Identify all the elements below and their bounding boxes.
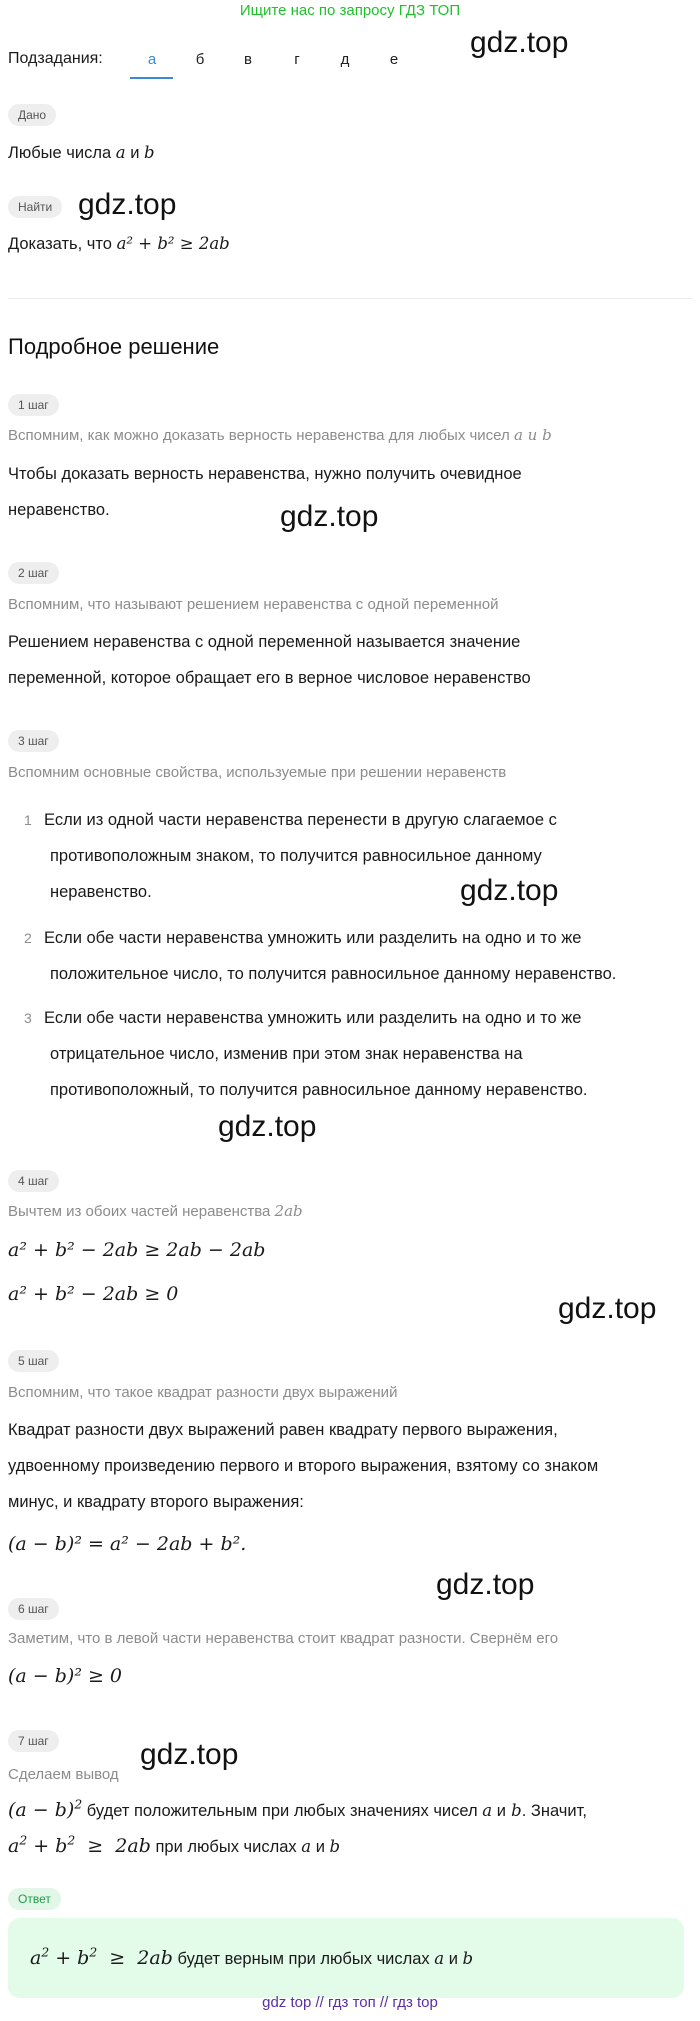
step-2-chip: 2 шаг bbox=[8, 562, 59, 584]
var-a: a bbox=[482, 1801, 493, 1820]
watermark: gdz.top bbox=[218, 1110, 317, 1143]
step-5-line-2: удвоенному произведению первого и второго выражения, взятому со знаком bbox=[8, 1457, 599, 1475]
step-7-line-2-text: при любых числах bbox=[155, 1838, 297, 1856]
find-text bbox=[8, 226, 230, 262]
list-number: 2 bbox=[24, 930, 32, 946]
tab-d[interactable]: д bbox=[340, 51, 350, 68]
step-5-line-1: Квадрат разности двух выражений равен квадрату первого выражения, bbox=[8, 1421, 558, 1439]
active-tab-underline bbox=[130, 77, 173, 79]
step-2-line-2: переменной, которое обращает его в верное числовое неравенство bbox=[8, 669, 531, 687]
watermark: gdz.top bbox=[280, 500, 379, 533]
tab-e[interactable]: е bbox=[389, 51, 399, 68]
given-label: Любые числа bbox=[8, 144, 112, 162]
step-7-line-2 bbox=[8, 1828, 340, 1865]
list-item-1-line-3: неравенство. bbox=[50, 883, 152, 901]
given-text bbox=[8, 135, 155, 171]
footer-links[interactable]: gdz top // гдз топ // гдз top bbox=[262, 1994, 438, 2011]
list-item-3-line-1: Если обе части неравенства умножить или разделить на одно и то же bbox=[44, 1009, 582, 1027]
watermark: gdz.top bbox=[436, 1568, 535, 1601]
step-4-formula-2: a² + b² − 2ab ≥ 0 bbox=[8, 1283, 179, 1305]
solution-title: Подробное решение bbox=[8, 334, 220, 359]
var-a: a bbox=[115, 143, 126, 162]
step-7-and: и bbox=[496, 1802, 506, 1820]
var-a: a bbox=[434, 1949, 445, 1968]
answer-text bbox=[30, 1940, 473, 1977]
var-b: b bbox=[329, 1837, 341, 1856]
tab-v[interactable]: в bbox=[244, 51, 252, 68]
list-item-2-line-1: Если обе части неравенства умножить или разделить на одно и то же bbox=[44, 929, 582, 947]
step-7-and: и bbox=[315, 1838, 325, 1856]
tab-g[interactable]: г bbox=[294, 51, 300, 68]
var-b: b bbox=[144, 143, 155, 162]
var-a: a bbox=[301, 1837, 312, 1856]
var-b: b bbox=[505, 1801, 522, 1820]
list-item-3-line-2: отрицательное число, изменив при этом знак неравенства на bbox=[50, 1045, 523, 1063]
step-4-chip: 4 шаг bbox=[8, 1170, 59, 1192]
step-6-chip: 6 шаг bbox=[8, 1598, 59, 1620]
step-7-chip: 7 шаг bbox=[8, 1730, 59, 1752]
tab-b[interactable]: б bbox=[195, 51, 205, 68]
watermark: gdz.top bbox=[140, 1738, 239, 1771]
list-number: 1 bbox=[24, 812, 32, 828]
answer-chip: Ответ bbox=[8, 1888, 61, 1910]
list-number: 3 bbox=[24, 1010, 32, 1026]
list-item-1-line-2: противоположным знаком, то получится равносильное данному bbox=[50, 847, 542, 865]
step-4-hint-math: 2ab bbox=[274, 1202, 303, 1220]
step-5-line-3: минус, и квадрату второго выражения: bbox=[8, 1493, 304, 1511]
subtasks-label: Подзадания: bbox=[8, 50, 103, 67]
step-1-chip: 1 шаг bbox=[8, 394, 59, 416]
list-item-2-line-2: положительное число, то получится равносильное данному неравенство. bbox=[50, 965, 617, 983]
step-4-formula-1: a² + b² − 2ab ≥ 2ab − 2ab bbox=[8, 1239, 266, 1261]
step-5-formula: (a − b)² = a² − 2ab + b². bbox=[8, 1533, 247, 1555]
step-7-line-1-end: . Значит, bbox=[521, 1802, 587, 1820]
step-4-hint bbox=[8, 1202, 303, 1220]
find-formula: a² + b² ≥ 2ab bbox=[116, 234, 230, 253]
list-item-1-line-1: Если из одной части неравенства перенести в другую слагаемое с bbox=[44, 811, 557, 829]
step-4-hint-text: Вычтем из обоих частей неравенства bbox=[8, 1203, 271, 1220]
step-1-hint-math: a и b bbox=[513, 426, 552, 444]
step-7-line-1-text: будет положительным при любых значениях чисел bbox=[86, 1802, 478, 1820]
step-3-hint: Вспомним основные свойства, используемые при решении неравенств bbox=[8, 764, 507, 781]
step-7-line-1 bbox=[8, 1792, 587, 1829]
watermark: gdz.top bbox=[470, 26, 569, 59]
list-item-3-line-3: противоположный, то получится равносильное данному неравенство. bbox=[50, 1081, 588, 1099]
watermark: gdz.top bbox=[558, 1292, 657, 1325]
step-7-formula-2: $a^2 + b^2 \ge 2ab$ bbox=[8, 1833, 151, 1857]
var-b: b bbox=[462, 1949, 474, 1968]
step-2-hint: Вспомним, что называют решением неравенства с одной переменной bbox=[8, 596, 499, 613]
find-chip: Найти bbox=[8, 196, 62, 218]
step-2-line-1: Решением неравенства с одной переменной называется значение bbox=[8, 633, 521, 651]
step-6-formula: (a − b)² ≥ 0 bbox=[8, 1665, 123, 1687]
answer-and: и bbox=[448, 1950, 458, 1968]
divider bbox=[8, 298, 692, 299]
step-5-hint: Вспомним, что такое квадрат разности двух выражений bbox=[8, 1384, 398, 1401]
step-1-line-2: неравенство. bbox=[8, 501, 110, 519]
step-3-chip: 3 шаг bbox=[8, 730, 59, 752]
find-label: Доказать, что bbox=[8, 235, 112, 253]
given-and: и bbox=[130, 144, 140, 162]
step-7-formula-1: $(a - b)^2$ bbox=[8, 1797, 83, 1821]
step-1-hint-text: Вспомним, как можно доказать верность неравенства для любых чисел bbox=[8, 427, 510, 444]
step-1-hint bbox=[8, 426, 552, 444]
given-chip: Дано bbox=[8, 104, 56, 126]
step-6-hint: Заметим, что в левой части неравенства стоит квадрат разности. Свернём его bbox=[8, 1630, 559, 1647]
step-5-chip: 5 шаг bbox=[8, 1350, 59, 1372]
answer-label: будет верным при любых числах bbox=[177, 1950, 430, 1968]
top-banner: Ищите нас по запросу ГДЗ ТОП bbox=[239, 2, 461, 19]
step-7-hint: Сделаем вывод bbox=[8, 1766, 119, 1783]
watermark: gdz.top bbox=[78, 188, 177, 221]
watermark: gdz.top bbox=[460, 874, 559, 907]
tab-a[interactable]: а bbox=[147, 51, 157, 68]
step-1-line-1: Чтобы доказать верность неравенства, нужно получить очевидное bbox=[8, 465, 522, 483]
answer-formula: $a^2 + b^2 \ge 2ab$ bbox=[30, 1945, 173, 1969]
